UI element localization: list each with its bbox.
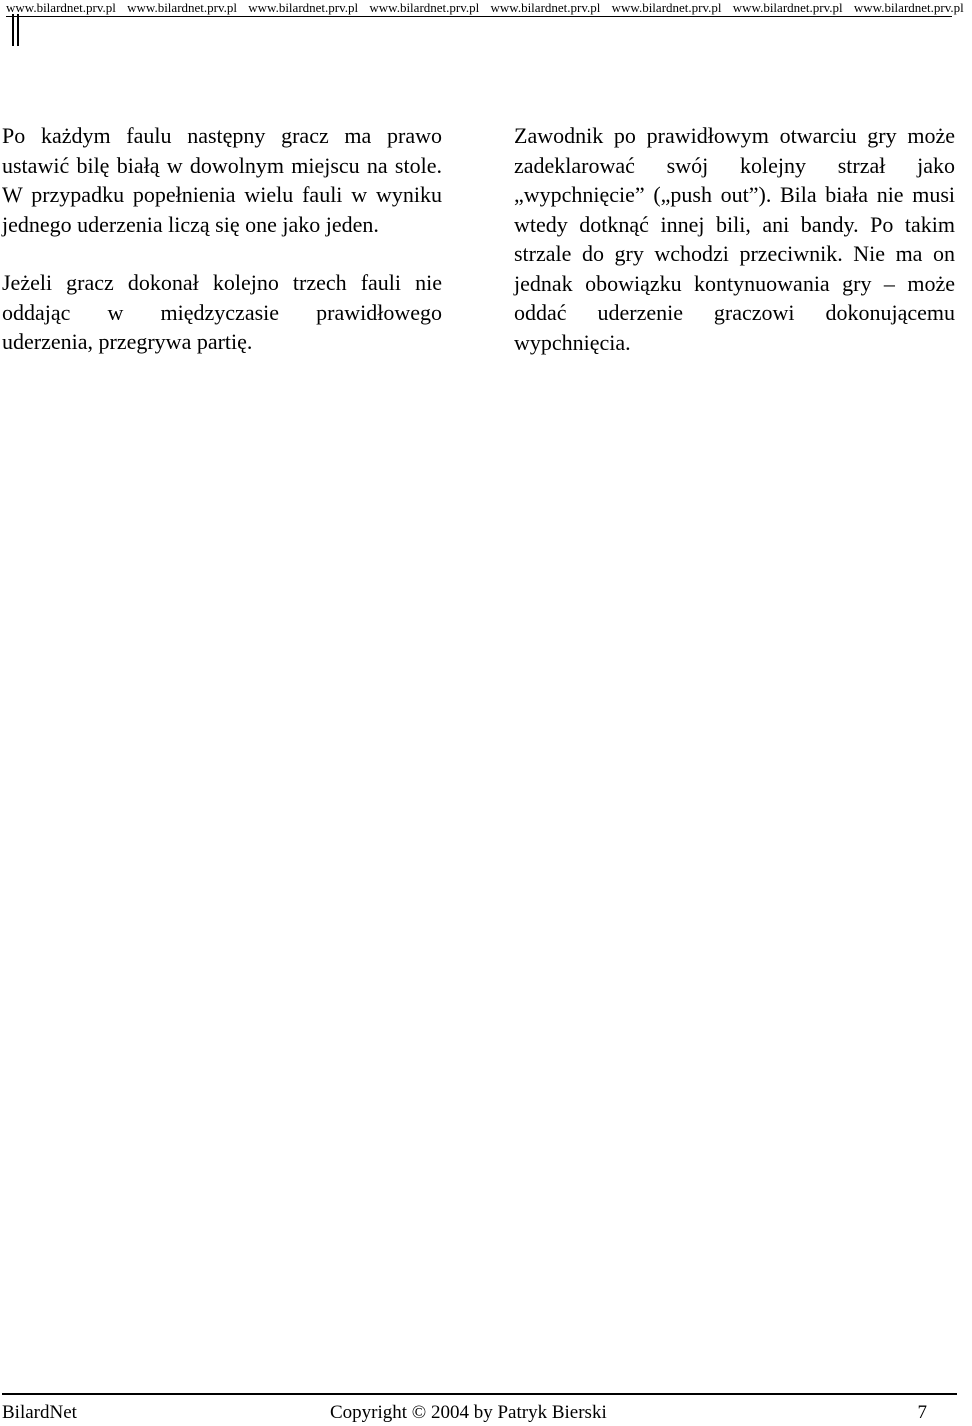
header-link[interactable]: www.bilardnet.prv.pl: [853, 0, 964, 15]
corner-crop-mark-icon: [0, 0, 30, 48]
paragraph: Jeżeli gracz dokonał kolejno trzech fauli nie oddając w międzyczasie prawidłowego uderzenia, przegrywa partię.: [2, 270, 442, 354]
paragraph: Po każdym faulu następny gracz ma prawo ustawić bilę białą w dowolnym miejscu na stole. W przypadku popełnienia wielu fauli w wyniku jednego uderzenia liczą się one jako jeden.: [2, 123, 442, 237]
footer-divider: [2, 1393, 957, 1395]
header-link[interactable]: www.bilardnet.prv.pl: [127, 0, 237, 15]
page-number: 7: [917, 1402, 927, 1423]
header-link[interactable]: www.bilardnet.prv.pl: [369, 0, 480, 15]
header-link[interactable]: www.bilardnet.prv.pl: [6, 0, 116, 15]
footer-copyright: Copyright © 2004 by Patryk Bierski: [330, 1402, 607, 1423]
header-links: [6, 0, 964, 15]
header-divider: [6, 16, 952, 17]
paragraph: Zawodnik po prawidłowym otwarciu gry może zadeklarować swój kolejny strzał jako „wypchnięcie” („push out”). Bila biała nie musi wtedy dotknąć innej bili, ani bandy. Po takim strzale do gry wchodzi przeciwnik. Nie ma on jednak obowiązku kontynuowania gry – może oddać uderzenie graczowi dokonującemu wypchnięcia.: [514, 123, 955, 355]
page-footer: [2, 1400, 957, 1426]
header-link[interactable]: www.bilardnet.prv.pl: [732, 0, 843, 15]
footer-brand: BilardNet: [2, 1402, 77, 1423]
right-column: [514, 121, 955, 386]
header-link[interactable]: www.bilardnet.prv.pl: [248, 0, 359, 15]
header-link[interactable]: www.bilardnet.prv.pl: [611, 0, 722, 15]
left-column: [2, 121, 442, 386]
header-link[interactable]: www.bilardnet.prv.pl: [490, 0, 601, 15]
